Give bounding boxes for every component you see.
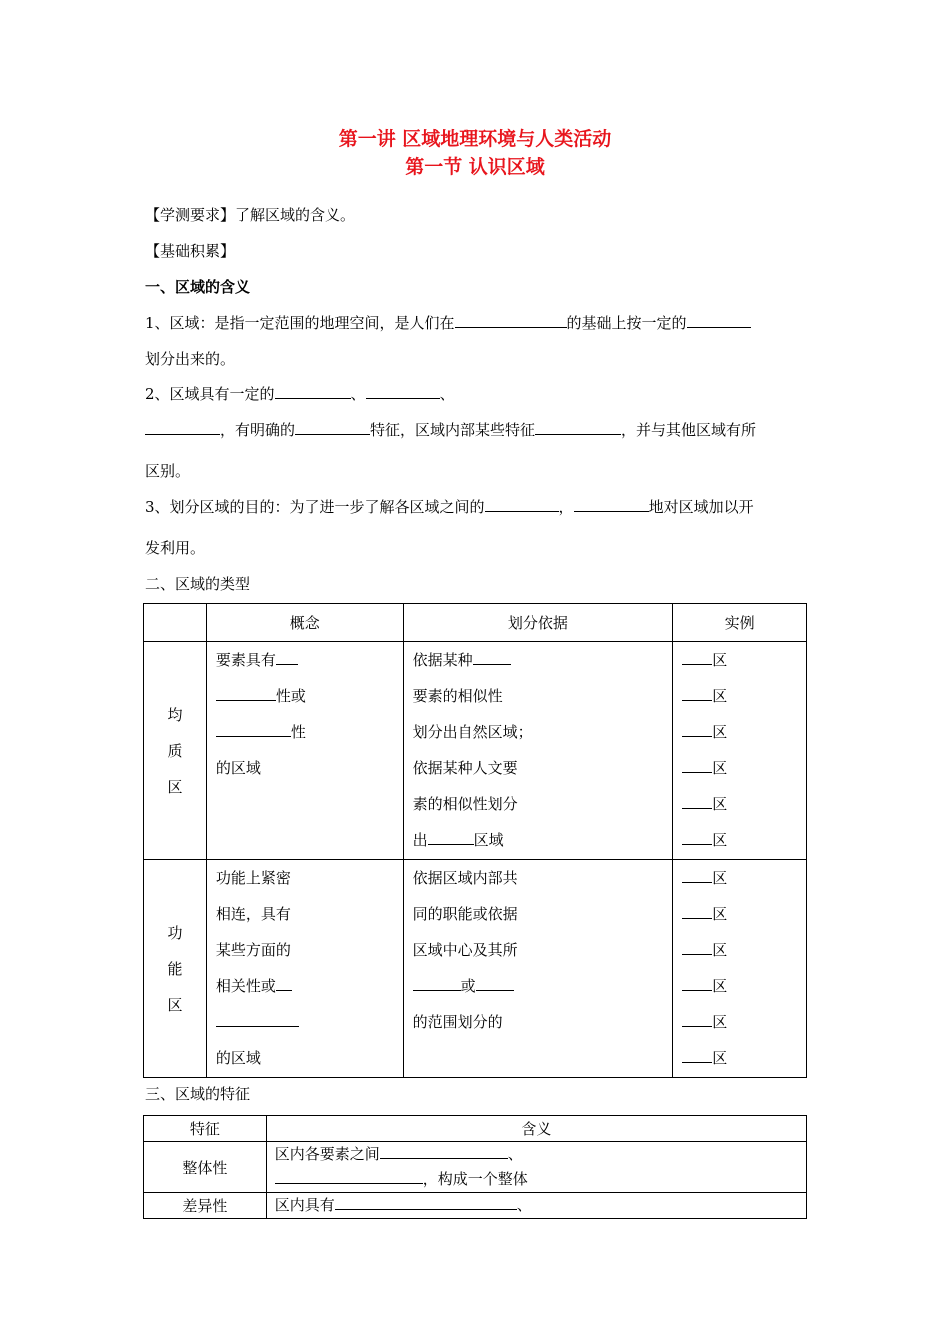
header-basis: 划分依据 [403,604,673,642]
blank[interactable] [682,722,712,737]
blank[interactable] [476,976,514,991]
homogeneous-region-label: 均 质 区 [144,642,207,860]
section-title: 第一节 认识区域 [405,156,545,178]
q2-text-d: ，并与其他区域有所 [621,421,757,439]
blank[interactable] [335,1195,517,1210]
blank[interactable] [275,384,351,399]
question-2-cont [145,419,756,440]
q3-text-b: ， [558,498,574,516]
concept-cell: 要素具有 性或 性 的区域 [206,642,403,860]
feature-name: 整体性 [144,1142,267,1193]
blank[interactable] [682,1048,712,1063]
q2-sep: 、 [350,385,366,403]
blank[interactable] [276,976,292,991]
concept-cell: 功能上紧密 相连，具有 某些方面的 相关性或 的区域 [206,860,403,1078]
blank[interactable] [682,794,712,809]
table-row [144,860,807,1078]
example-cell: 区 区 区 区 区 区 [673,860,807,1078]
q2-text-b: ，有明确的 [220,421,296,439]
table-header-row [144,604,807,642]
blank[interactable] [428,830,474,845]
q2-text-a: 2、区域具有一定的 [145,385,275,403]
table-header-row [144,1116,807,1142]
header-cell-empty [144,604,207,642]
header-concept: 概念 [206,604,403,642]
blank[interactable] [366,384,440,399]
feature-meaning: 区内各要素之间 、 ，构成一个整体 [266,1142,806,1193]
q3-text-a: 3、划分区域的目的：为了进一步了解各区域之间的 [145,498,485,516]
region-types-table [143,603,807,1078]
blank[interactable] [455,313,567,328]
question-3 [145,496,754,517]
lecture-title: 第一讲 区域地理环境与人类活动 [338,128,612,150]
blank[interactable] [682,868,712,883]
region-features-table [143,1115,807,1219]
blank[interactable] [682,758,712,773]
blank[interactable] [295,420,370,435]
example-cell: 区 区 区 区 区 区 [673,642,807,860]
section1-heading: 一、区域的含义 [145,278,251,296]
blank[interactable] [276,650,298,665]
question-2 [145,383,455,404]
blank[interactable] [682,650,712,665]
section3-heading: 三、区域的特征 [145,1085,251,1103]
blank[interactable] [413,976,461,991]
blank[interactable] [682,976,712,991]
section2-heading: 二、区域的类型 [145,575,251,593]
header-example: 实例 [673,604,807,642]
question-2-end: 区别。 [145,462,191,480]
q1-text-a: 1、区域：是指一定范围的地理空间，是人们在 [145,314,455,332]
basis-cell: 依据区域内部共 同的职能或依据 区域中心及其所 或 的范围划分的 [403,860,673,1078]
blank[interactable] [682,686,712,701]
q2-text-c: 特征，区域内部某些特征 [370,421,536,439]
blank[interactable] [145,420,220,435]
question-1 [145,312,751,333]
blank[interactable] [473,650,511,665]
blank[interactable] [535,420,621,435]
q2-sep2: 、 [439,385,455,403]
functional-region-label: 功 能 区 [144,860,207,1078]
blank[interactable] [682,1012,712,1027]
question-3-cont: 发利用。 [145,539,206,557]
blank[interactable] [687,313,751,328]
blank[interactable] [485,497,559,512]
blank[interactable] [216,686,276,701]
blank[interactable] [275,1169,423,1184]
q1-text-b: 的基础上按一定的 [566,314,687,332]
requirement-line: 【学测要求】了解区域的含义。 [145,206,356,224]
blank[interactable] [216,1012,299,1027]
blank[interactable] [682,830,712,845]
question-1-cont: 划分出来的。 [145,350,236,368]
blank[interactable] [216,722,291,737]
header-meaning: 含义 [266,1116,806,1142]
header-feature: 特征 [144,1116,267,1142]
blank[interactable] [574,497,649,512]
table-row [144,642,807,860]
feature-name: 差异性 [144,1193,267,1219]
blank[interactable] [380,1144,508,1159]
table-row [144,1142,807,1193]
q3-text-c: 地对区域加以开 [648,498,754,516]
basis-cell: 依据某种 要素的相似性 划分出自然区域； 依据某种人文要 素的相似性划分 出 区域 [403,642,673,860]
blank[interactable] [682,940,712,955]
blank[interactable] [682,904,712,919]
basics-label: 【基础积累】 [145,242,236,260]
table-row [144,1193,807,1219]
feature-meaning: 区内具有 、 [266,1193,806,1219]
